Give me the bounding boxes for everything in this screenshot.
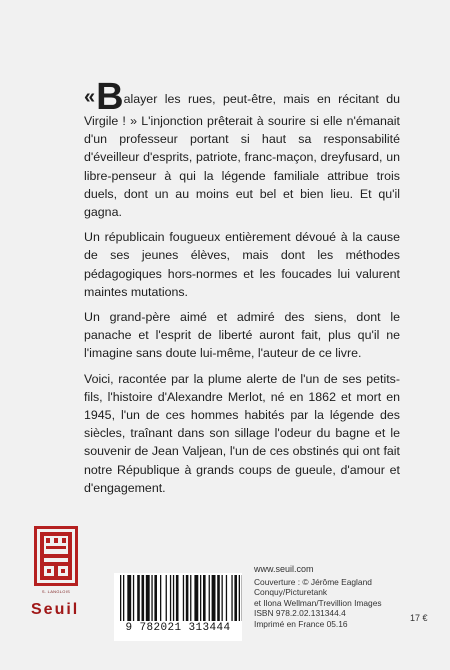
publisher-seal-icon <box>32 524 80 588</box>
opening-quote-mark: « <box>84 86 95 108</box>
barcode-bars-icon <box>114 575 242 625</box>
price-tag: 17 € <box>410 613 428 623</box>
blurb-paragraph-2: Un républicain fougueux entièrement dévoué à la cause de ses jeunes élèves, mais dont les méthodes pédagogiques hors-normes et les foucades lui valurent maintes mutations. <box>84 230 400 299</box>
blurb-paragraph-3: Un grand-père aimé et admiré des siens, dont le panache et l'esprit de liberté auront fait, plus qu'il ne l'imagine sans doute lui-même, l'auteur de ce livre. <box>84 310 400 361</box>
paragraph-1-text: alayer les rues, peut-être, mais en récitant du Virgile ! » L'injonction prêterait à sourire si elle n'émanait d'un professeur portant si haut sa responsabilité d'éveilleur d'esprits, patriote, franc-maçon, dreyfusard, un libre-penseur à qui la légende familiale attribue trois duels, dont un au moins eut bel et bien lieu. Et qu'il gagna. <box>84 92 400 220</box>
isbn: ISBN 978.2.02.131344.4 <box>254 608 346 619</box>
blurb-text <box>84 76 400 504</box>
seal-caption: S. LANGLOIS <box>41 589 71 594</box>
publisher-logo: Seuil <box>31 601 80 618</box>
publisher-website: www.seuil.com <box>254 564 314 574</box>
cover-credit-line-1: Couverture : © Jérôme Eagland Conquy/Picturetank <box>254 576 372 598</box>
blurb-paragraph-1 <box>84 76 400 221</box>
barcode-number: 9 782021 313444 <box>125 622 231 634</box>
blurb-paragraph-4: Voici, racontée par la plume alerte de l'un de ses petits-fils, l'histoire d'Alexandre Merlot, né en 1862 et mort en 1945, l'un de ces hommes habités par la légende des siècles, traînant dans son sillage l'odeur du bagne et le souvenir de Jean Valjean, l'un de ces obstinés qui ont fait notre République à grands coups de gueule, d'amour et d'engagement. <box>84 371 400 495</box>
cover-credit-line-2: et Ilona Wellman/Trevillion Images <box>254 597 382 608</box>
printed-in: Imprimé en France 05.16 <box>254 618 348 629</box>
drop-cap-letter: B <box>96 76 124 118</box>
